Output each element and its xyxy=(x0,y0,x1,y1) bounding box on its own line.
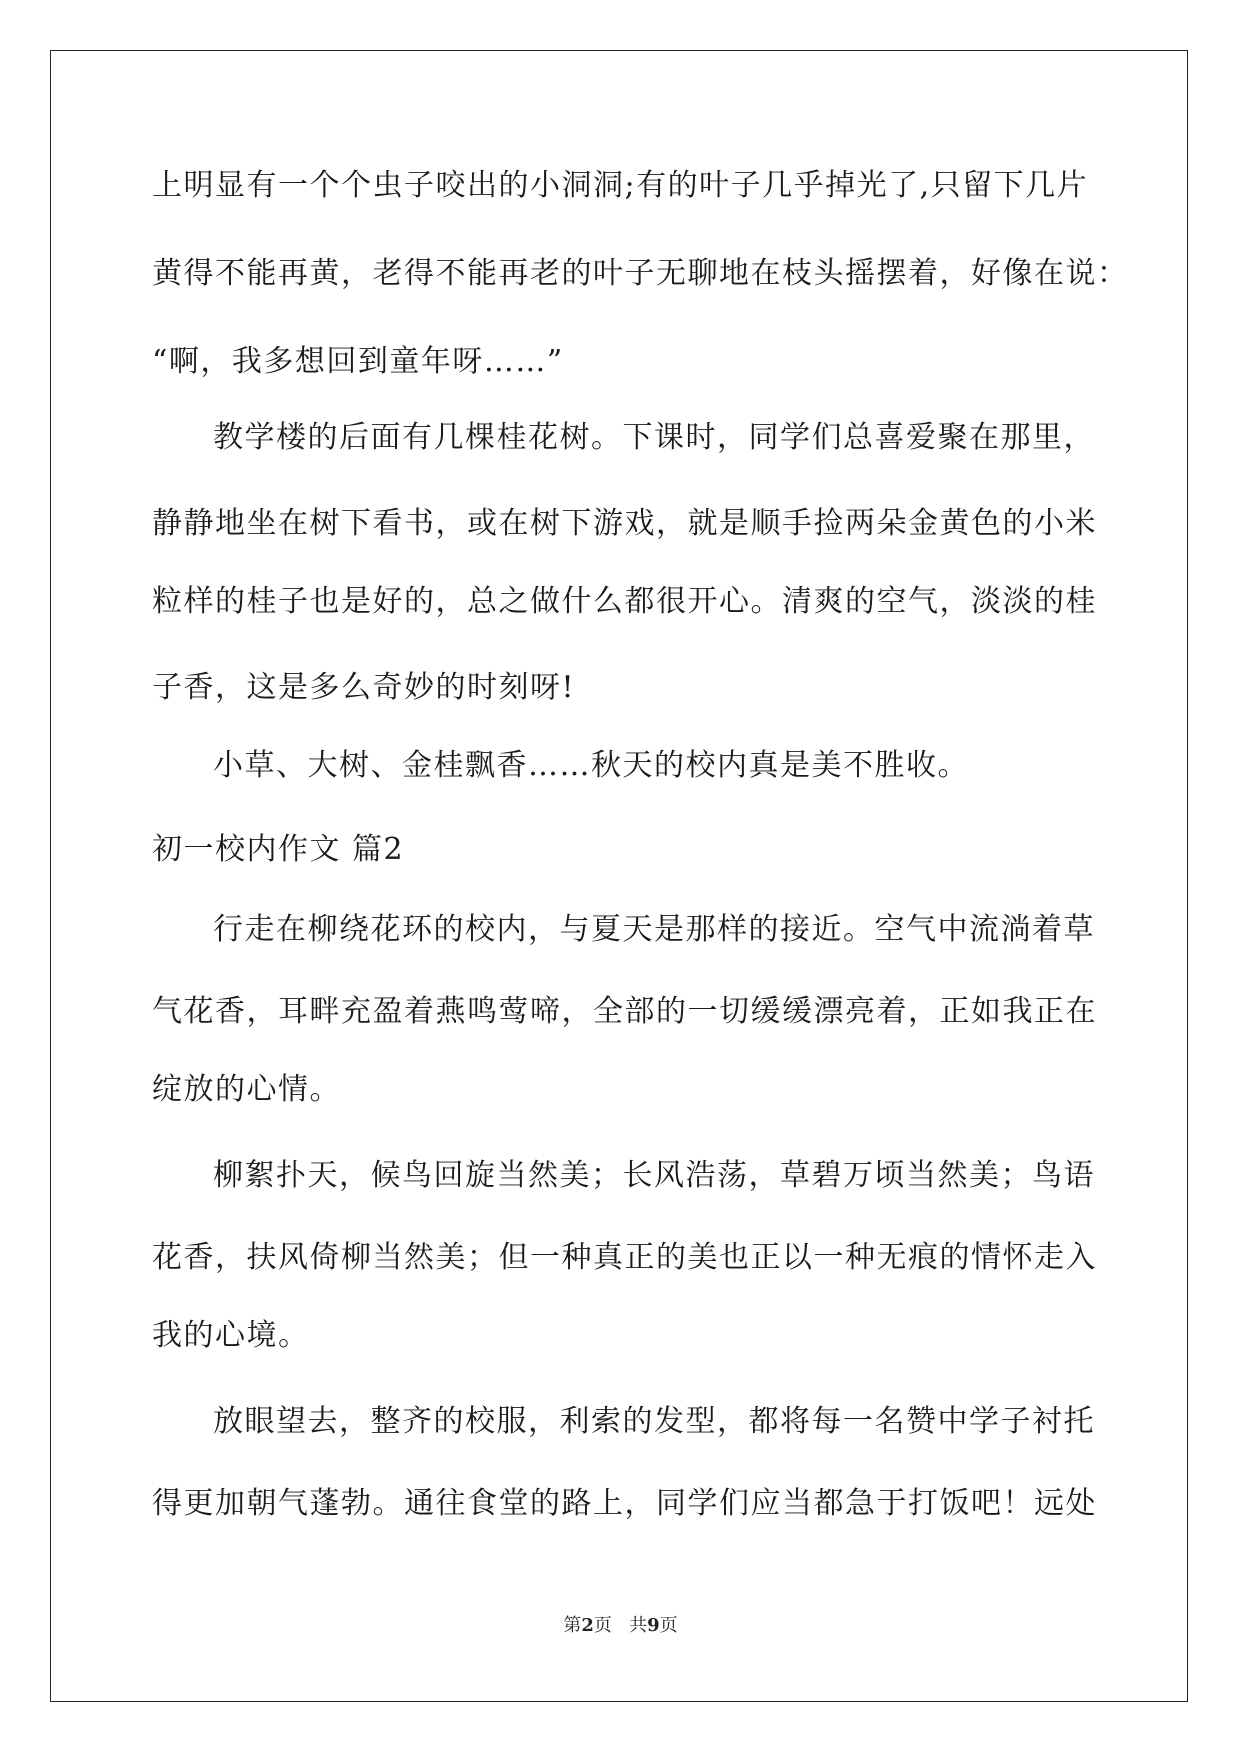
paragraph-first-line: 小草、大树、金桂飘香……秋天的校内真是美不胜收。 xyxy=(213,748,969,783)
text-line: 黄得不能再黄，老得不能再老的叶子无聊地在枝头摇摆着，好像在说： xyxy=(152,256,1129,291)
footer-page-word: 页 xyxy=(593,1615,612,1636)
text-line: 上明显有一个个虫子咬出的小洞洞;有的叶子几乎掉光了,只留下几片 xyxy=(152,168,1089,203)
paragraph-first-line: 教学楼的后面有几棵桂花树。下课时，同学们总喜爱聚在那里， xyxy=(213,420,1095,455)
text-line: 粒样的桂子也是好的，总之做什么都很开心。清爽的空气，淡淡的桂 xyxy=(152,584,1097,619)
section-heading: 初一校内作文 篇2 xyxy=(152,832,405,867)
page-border xyxy=(50,50,1188,1702)
footer-total-suffix: 页 xyxy=(659,1615,678,1636)
text-line: 我的心境。 xyxy=(152,1318,310,1353)
footer-prefix: 第 xyxy=(563,1615,582,1636)
text-line: 绽放的心情。 xyxy=(152,1072,341,1107)
text-line: “啊，我多想回到童年呀……” xyxy=(152,344,564,379)
paragraph-first-line: 行走在柳绕花环的校内，与夏天是那样的接近。空气中流淌着草 xyxy=(213,912,1095,947)
text-line: 静静地坐在树下看书，或在树下游戏，就是顺手捡两朵金黄色的小米 xyxy=(152,506,1097,541)
current-page-number: 2 xyxy=(581,1615,594,1636)
page-footer xyxy=(0,1614,1241,1638)
paragraph-first-line: 放眼望去，整齐的校服，利索的发型，都将每一名赞中学子衬托 xyxy=(213,1404,1095,1439)
total-pages-number: 9 xyxy=(647,1615,660,1636)
text-line: 子香，这是多么奇妙的时刻呀! xyxy=(152,670,576,705)
paragraph-first-line: 柳絮扑天，候鸟回旋当然美；长风浩荡，草碧万顷当然美；鸟语 xyxy=(213,1158,1095,1193)
text-line: 气花香，耳畔充盈着燕鸣莺啼，全部的一切缓缓漂亮着，正如我正在 xyxy=(152,994,1097,1029)
text-line: 得更加朝气蓬勃。通往食堂的路上，同学们应当都急于打饭吧！远处 xyxy=(152,1486,1097,1521)
text-line: 花香，扶风倚柳当然美；但一种真正的美也正以一种无痕的情怀走入 xyxy=(152,1240,1097,1275)
footer-total-prefix: 共 xyxy=(629,1615,648,1636)
